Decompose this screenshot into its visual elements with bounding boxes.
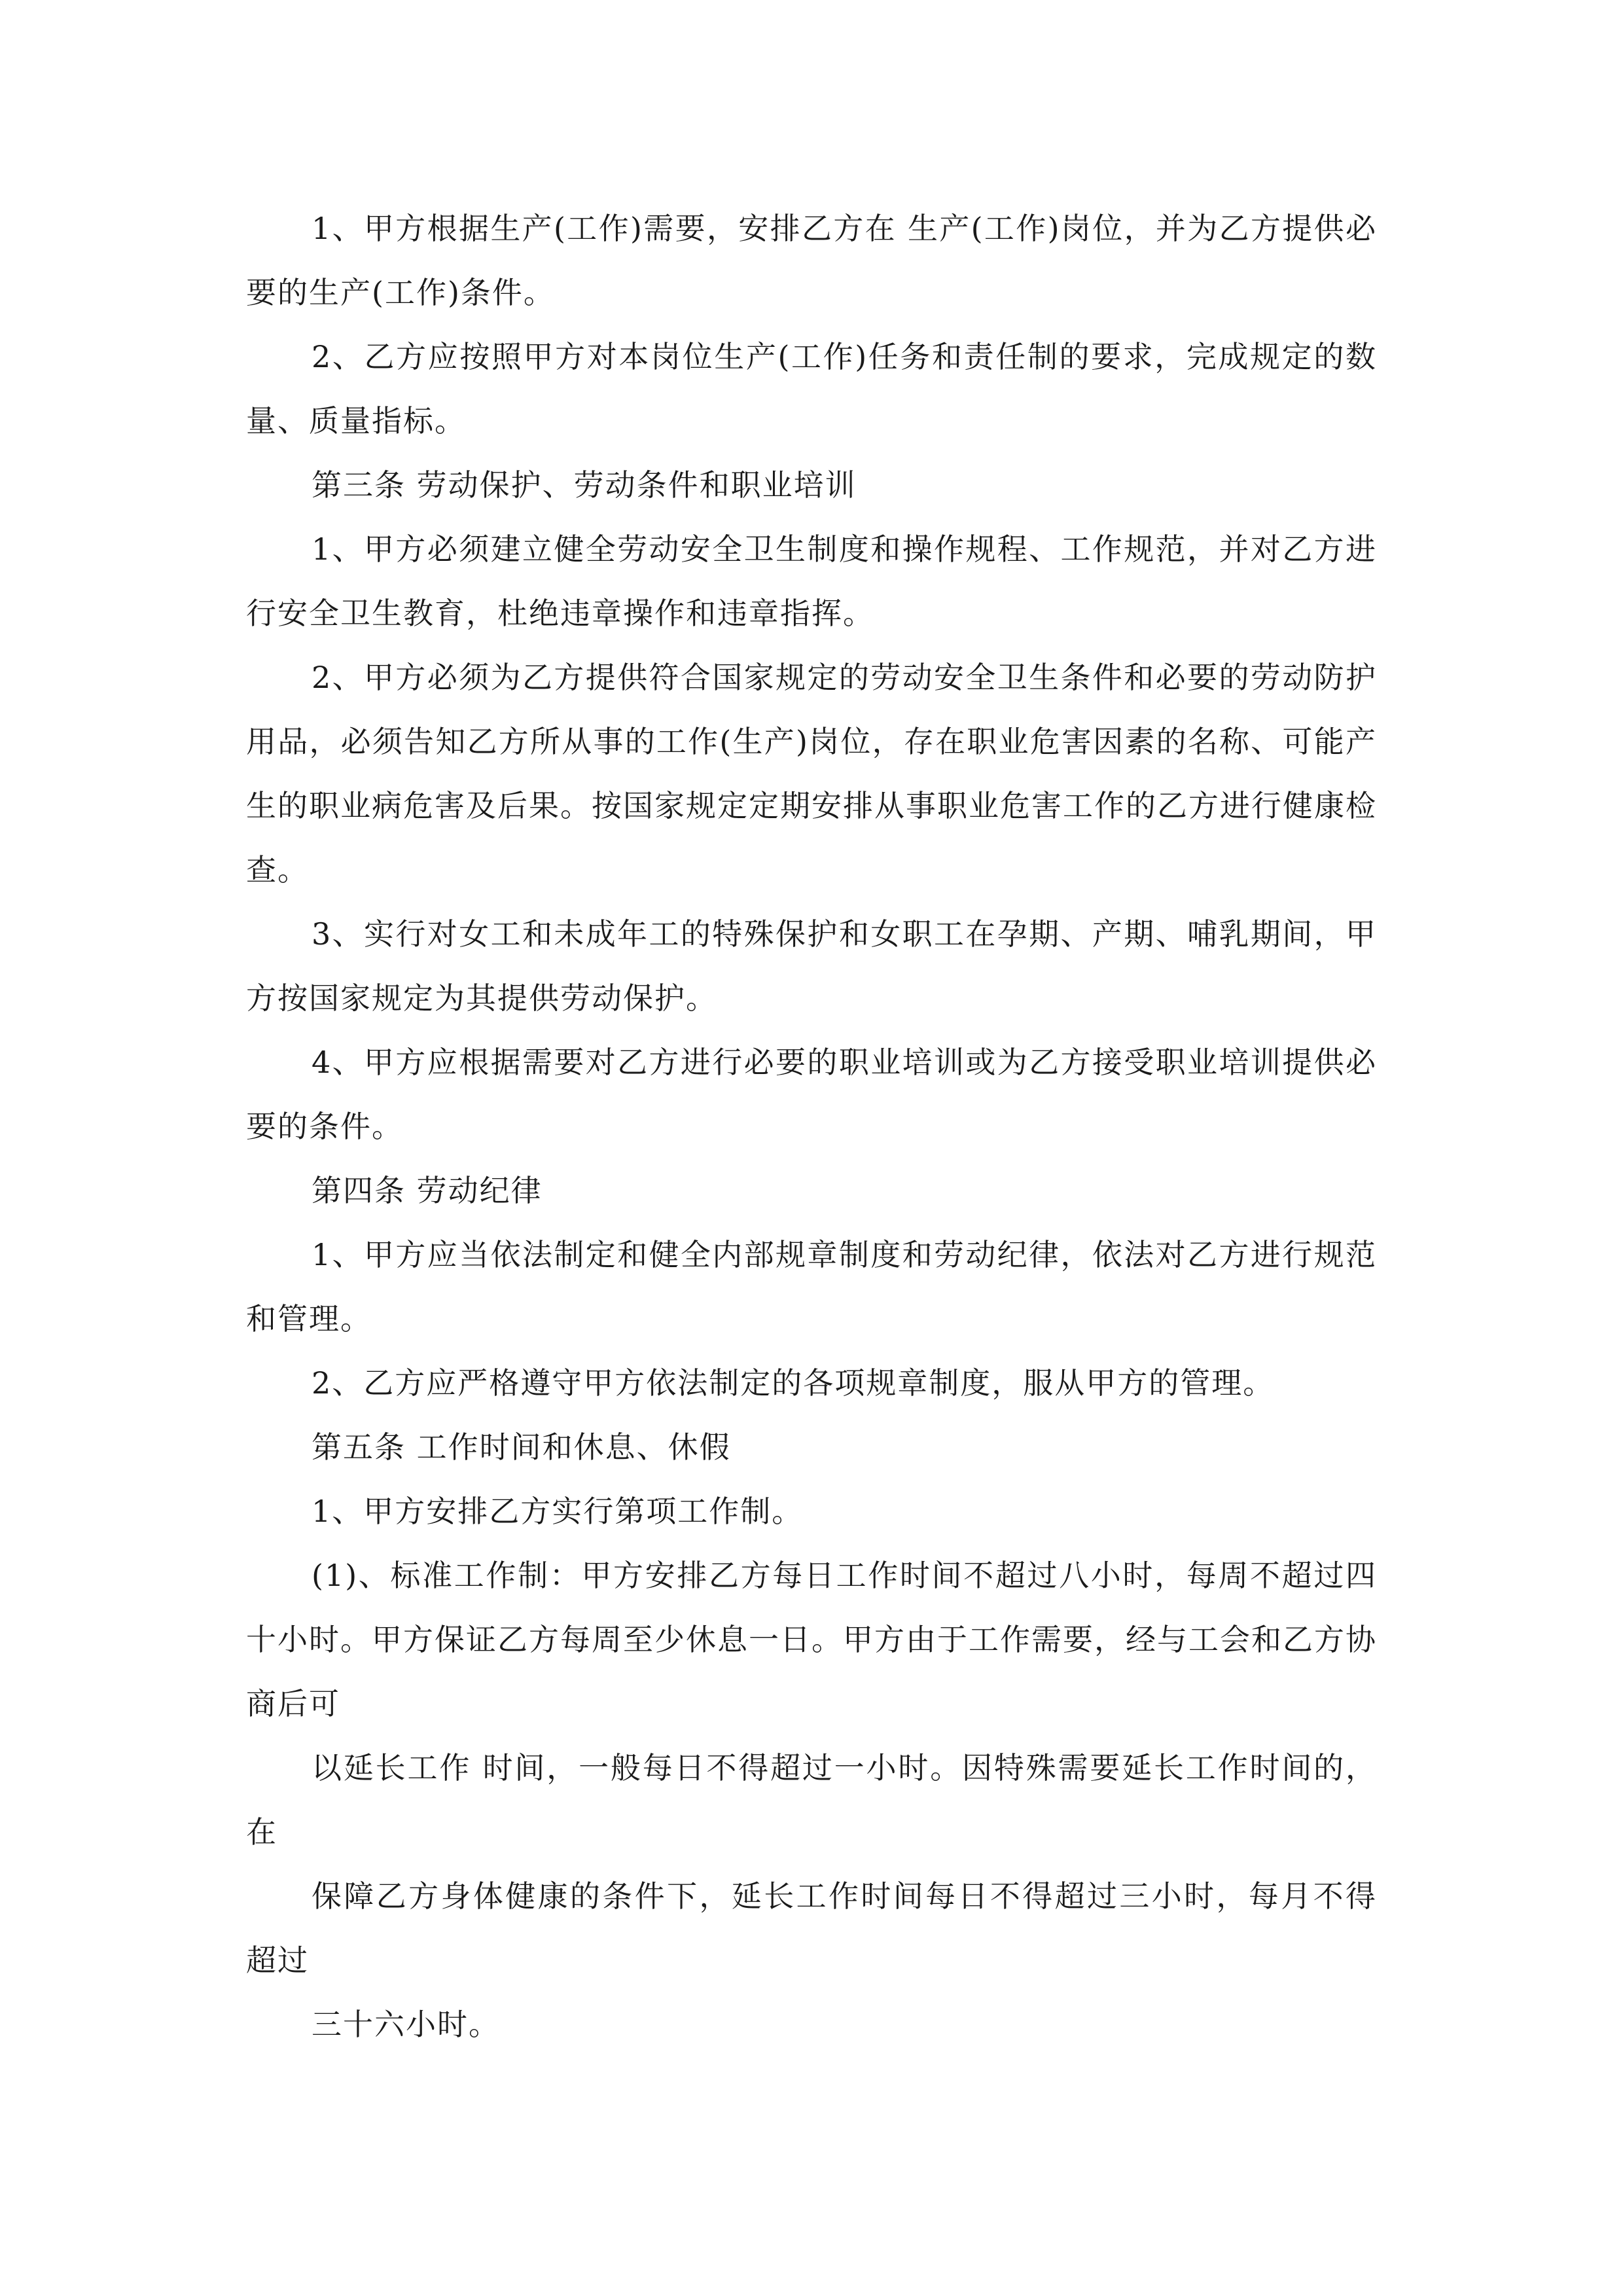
- paragraph-2: 2、乙方应按照甲方对本岗位生产(工作)任务和责任制的要求，完成规定的数量、质量指标。: [246, 339, 1377, 439]
- paragraph-3-1: 1、甲方必须建立健全劳动安全卫生制度和操作规程、工作规范，并对乙方进行安全卫生教育，杜绝违章操作和违章指挥。: [246, 531, 1377, 631]
- article-heading-3: 第三条 劳动保护、劳动条件和职业培训: [312, 467, 857, 503]
- paragraph-3-4: 4、甲方应根据需要对乙方进行必要的职业培训或为乙方接受职业培训提供必要的条件。: [246, 1045, 1377, 1144]
- paragraph-5-1-standard: (1)、标准工作制：甲方安排乙方每日工作时间不超过八小时，每周不超过四十小时。甲方保证乙方每周至少休息一日。甲方由于工作需要，经与工会和乙方协商后可: [246, 1558, 1377, 1721]
- paragraph-4-2: 2、乙方应严格遵守甲方依法制定的各项规章制度，服从甲方的管理。: [312, 1365, 1275, 1401]
- paragraph-3-3: 3、实行对女工和未成年工的特殊保护和女职工在孕期、产期、哺乳期间，甲方按国家规定为其提供劳动保护。: [246, 916, 1377, 1016]
- paragraph-3-2: 2、甲方必须为乙方提供符合国家规定的劳动安全卫生条件和必要的劳动防护用品，必须告知乙方所从事的工作(生产)岗位，存在职业危害因素的名称、可能产生的职业病危害及后果。按国家规定定期安排从事职业危害工作的乙方进行健康检查。: [246, 660, 1377, 888]
- paragraph-5-1-cont-b: 保障乙方身体健康的条件下，延长工作时间每日不得超过三小时，每月不得超过: [246, 1878, 1377, 1978]
- paragraph-5-1-cont-a: 以延长工作 时间，一般每日不得超过一小时。因特殊需要延长工作时间的，在: [246, 1750, 1377, 1850]
- article-heading-5: 第五条 工作时间和休息、休假: [312, 1429, 731, 1465]
- paragraph-4-1: 1、甲方应当依法制定和健全内部规章制度和劳动纪律，依法对乙方进行规范和管理。: [246, 1237, 1377, 1336]
- paragraph-5-1: 1、甲方安排乙方实行第项工作制。: [312, 1494, 804, 1529]
- paragraph-5-1-cont-c: 三十六小时。: [312, 2007, 500, 2042]
- article-heading-4: 第四条 劳动纪律: [312, 1173, 543, 1208]
- document-body: [246, 196, 1377, 2056]
- paragraph-1: 1、甲方根据生产(工作)需要，安排乙方在 生产(工作)岗位，并为乙方提供必要的生产(工作)条件。: [246, 211, 1377, 310]
